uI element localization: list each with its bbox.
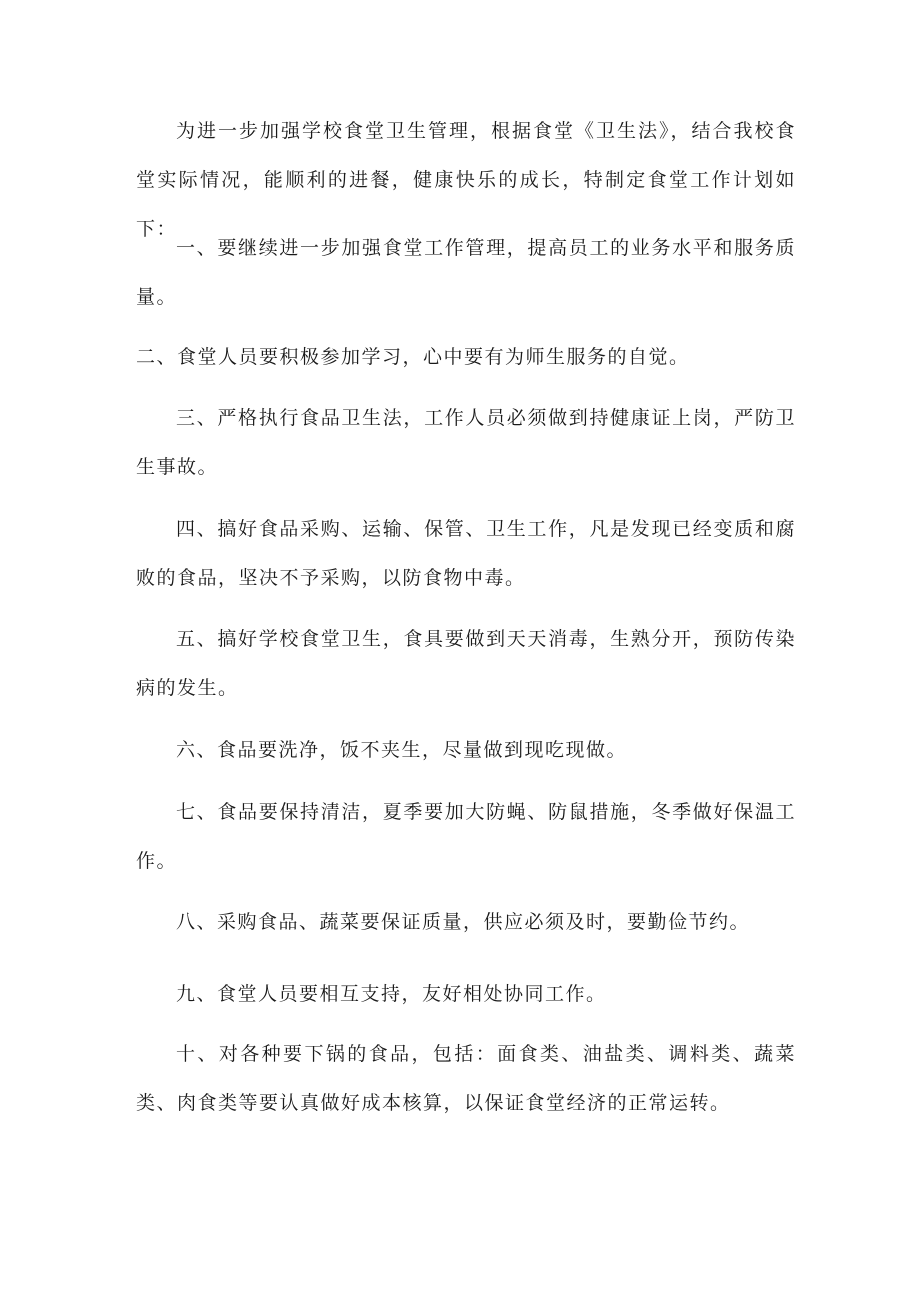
- item-paragraph-5: 五、搞好学校食堂卫生，食具要做到天天消毒，生熟分开，预防传染病的发生。: [136, 628, 796, 699]
- item-paragraph-8: 八、采购食品、蔬菜要保证质量，供应必须及时，要勤俭节约。: [176, 911, 751, 933]
- item-paragraph-4: 四、搞好食品采购、运输、保管、卫生工作，凡是发现已经变质和腐败的食品，坚决不予采购，以防食物中毒。: [136, 518, 796, 589]
- item-paragraph-3: 三、严格执行食品卫生法，工作人员必须做到持健康证上岗，严防卫生事故。: [136, 407, 796, 478]
- item-paragraph-6: 六、食品要洗净，饭不夹生，尽量做到现吃现做。: [176, 739, 628, 761]
- item-paragraph-1: 一、要继续进一步加强食堂工作管理，提高员工的业务水平和服务质量。: [136, 237, 796, 308]
- intro-paragraph: 为进一步加强学校食堂卫生管理，根据食堂《卫生法》，结合我校食堂实际情况，能顺利的进餐，健康快乐的成长，特制定食堂工作计划如下：: [136, 120, 796, 240]
- item-paragraph-9: 九、食堂人员要相互支持，友好相处协同工作。: [176, 983, 607, 1005]
- item-paragraph-10: 十、对各种要下锅的食品，包括：面食类、油盐类、调料类、蔬菜类、肉食类等要认真做好成本核算，以保证食堂经济的正常运转。: [136, 1043, 796, 1114]
- item-paragraph-2: 二、食堂人员要积极参加学习，心中要有为师生服务的自觉。: [136, 346, 690, 368]
- item-paragraph-7: 七、食品要保持清洁，夏季要加大防蝇、防鼠措施，冬季做好保温工作。: [136, 801, 796, 872]
